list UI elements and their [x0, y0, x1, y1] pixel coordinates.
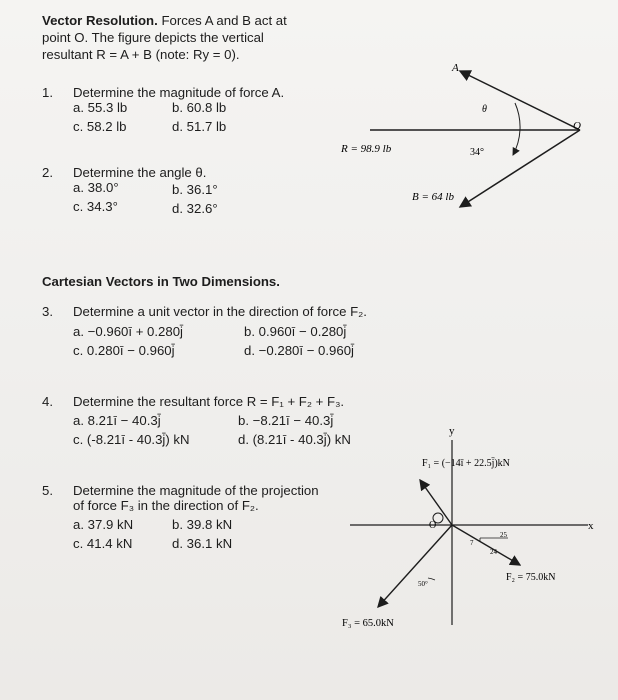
label-r: R = 98.9 lb	[341, 143, 392, 155]
q1-text: Determine the magnitude of force A.	[73, 85, 285, 100]
force-diagram-1	[330, 55, 615, 225]
q5-text-line2: of force F₃ in the direction of F₂.	[73, 498, 259, 513]
label-24: 24	[490, 548, 497, 556]
label-x: x	[588, 520, 594, 532]
q3-text: Determine a unit vector in the direction of force F₂.	[73, 304, 367, 319]
q1-option-b: b. 60.8 lb	[172, 100, 227, 115]
label-f2: F₂ = 75.0kN	[506, 572, 556, 583]
q5-number: 5.	[42, 483, 53, 498]
section1-intro-line3: resultant R = A + B (note: Ry = 0).	[42, 47, 240, 62]
label-b: B = 64 lb	[412, 191, 454, 203]
q2-option-a: a. 38.0°	[73, 180, 119, 195]
section1-heading: Vector Resolution.	[42, 13, 158, 28]
section1-intro-line1	[42, 12, 287, 29]
force-f2-vector	[452, 525, 520, 565]
label-o2: O	[429, 520, 437, 531]
q3-number: 3.	[42, 304, 53, 319]
q3-option-b: b. 0.960ī − 0.280j̄	[244, 324, 347, 339]
label-o: O	[573, 120, 581, 132]
section1-intro-line2: point O. The figure depicts the vertical	[42, 30, 264, 45]
q2-option-b: b. 36.1°	[172, 182, 218, 197]
force-f1-vector	[420, 480, 452, 525]
label-a: A	[452, 62, 459, 74]
q5-option-d: d. 36.1 kN	[172, 536, 233, 551]
q5-option-c: c. 41.4 kN	[73, 536, 133, 551]
q2-text: Determine the angle θ.	[73, 165, 207, 180]
q5-option-a: a. 37.9 kN	[73, 517, 134, 532]
q3-option-c: c. 0.280ī − 0.960j̄	[73, 343, 175, 358]
q2-option-c: c. 34.3°	[73, 199, 118, 214]
q5-option-b: b. 39.8 kN	[172, 517, 233, 532]
label-f1: F₁ = (−14ī + 22.5j̄)kN	[422, 458, 510, 469]
force-f3-vector	[378, 525, 452, 607]
q2-option-d: d. 32.6°	[172, 201, 218, 216]
q4-option-c: c. (-8.21ī - 40.3j̄) kN	[73, 432, 190, 447]
q4-option-b: b. −8.21ī − 40.3j̄	[238, 413, 334, 428]
section2-heading: Cartesian Vectors in Two Dimensions.	[42, 274, 280, 289]
angle-arc-50	[428, 578, 435, 580]
q3-option-d: d. −0.280ī − 0.960j̄	[244, 343, 354, 358]
q4-option-d: d. (8.21ī - 40.3j̄) kN	[238, 432, 351, 447]
force-b-vector	[460, 130, 580, 207]
q4-number: 4.	[42, 394, 53, 409]
label-25: 25	[500, 531, 507, 539]
label-f3: F₃ = 65.0kN	[342, 618, 394, 629]
q4-text: Determine the resultant force R = F₁ + F₂ + F₃.	[73, 394, 345, 409]
label-50: 50°	[418, 580, 428, 588]
label-7: 7	[470, 539, 474, 547]
q3-option-a: a. −0.960ī + 0.280j̄	[73, 324, 183, 339]
q4-option-a: a. 8.21ī − 40.3j̄	[73, 413, 161, 428]
q2-number: 2.	[42, 165, 53, 180]
angle-arc	[513, 130, 520, 155]
label-theta: θ	[482, 104, 487, 115]
force-diagram-2	[330, 420, 615, 645]
q1-option-a: a. 55.3 lb	[73, 100, 128, 115]
section1-intro-text: Forces A and B act at	[161, 13, 287, 28]
q5-text-line1: Determine the magnitude of the projection	[73, 483, 319, 498]
label-y: y	[449, 425, 455, 437]
q1-option-d: d. 51.7 lb	[172, 119, 227, 134]
q1-option-c: c. 58.2 lb	[73, 119, 127, 134]
theta-arc	[515, 103, 520, 130]
q1-number: 1.	[42, 85, 53, 100]
label-angle: 34°	[470, 147, 484, 158]
